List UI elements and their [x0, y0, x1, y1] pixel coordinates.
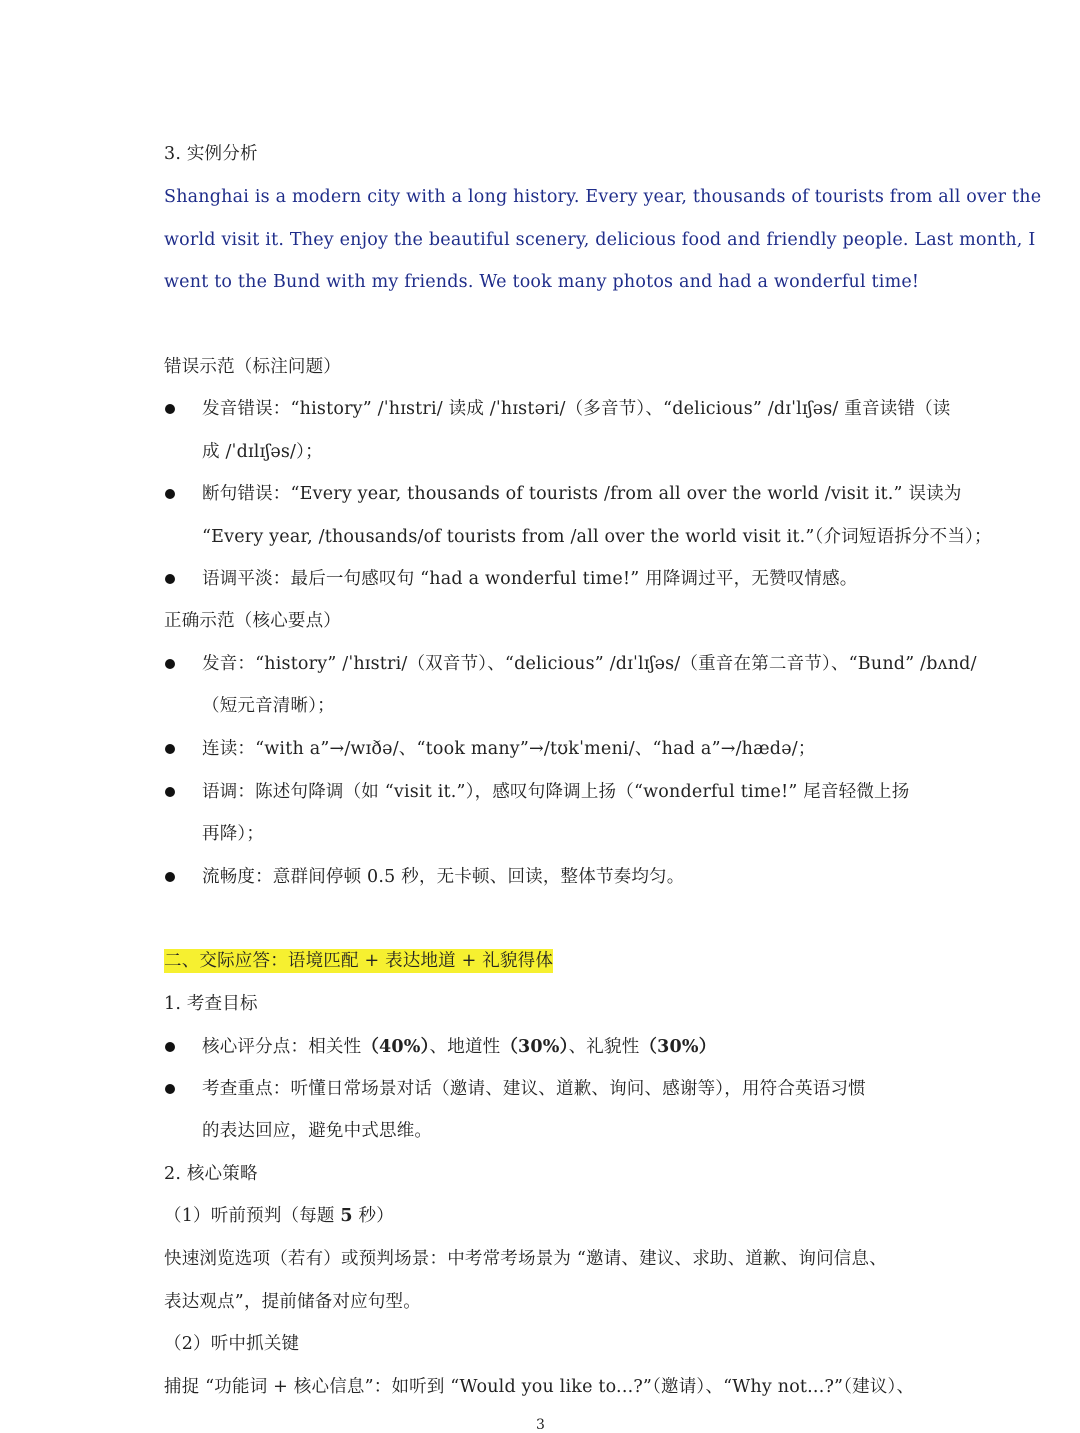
highlighted-heading: 二、交际应答：语境匹配 + 表达地道 + 礼貌得体 — [164, 951, 554, 971]
correct-item-linking: 连读：“with a”→/wɪðə/、“took many”→/tʊkˈmeni/、“had a”→/hædə/； — [202, 739, 816, 759]
bullet-icon — [165, 659, 175, 669]
section-heading-example-analysis: 3. 实例分析 — [164, 144, 258, 164]
goal-focus-cont: 的表达回应，避免中式思维。 — [202, 1121, 433, 1141]
bullet-icon — [165, 489, 175, 499]
bullet-icon — [165, 1084, 175, 1094]
bullet-icon — [165, 404, 175, 414]
page-number: 3 — [536, 1417, 545, 1433]
correct-item-intonation-cont: 再降）； — [202, 824, 265, 844]
error-demo-title: 错误示范（标注问题） — [164, 357, 341, 377]
bullet-icon — [165, 1042, 175, 1052]
strategy-step-2-title: （2）听中抓关键 — [164, 1334, 300, 1354]
bullet-icon — [165, 574, 175, 584]
correct-item-intonation: 语调：陈述句降调（如 “visit it.”），感叹句降调上扬（“wonderful time!” 尾音轻微上扬 — [202, 782, 910, 802]
subheading-exam-goals: 1. 考查目标 — [164, 994, 258, 1014]
strategy-step-1-title: （1）听前预判（每题 5 秒） — [164, 1206, 394, 1226]
part-two-heading — [164, 949, 553, 973]
passage-line-1: Shanghai is a modern city with a long history. Every year, thousands of tourists from all over the — [164, 187, 1042, 207]
goal-focus: 考查重点：听懂日常场景对话（邀请、建议、道歉、询问、感谢等），用符合英语习惯 — [202, 1079, 866, 1099]
bullet-icon — [165, 744, 175, 754]
error-item-pronunciation-cont: 成 /ˈdɪlɪʃəs/）； — [202, 442, 323, 462]
goal-scoring-points: 核心评分点：相关性（40%）、地道性（30%）、礼貌性（30%） — [202, 1037, 717, 1057]
strategy-step-2-text: 捕捉 “功能词 + 核心信息”：如听到 “Would you like to...?”（邀请）、“Why not...?”（建议）、 — [164, 1377, 915, 1397]
bullet-icon — [165, 787, 175, 797]
error-item-phrasing-cont: “Every year, /thousands/of tourists from /all over the world visit it.”（介词短语拆分不当）； — [202, 527, 992, 547]
error-item-intonation: 语调平淡：最后一句感叹句 “had a wonderful time!” 用降调过平，无赞叹情感。 — [202, 569, 858, 589]
error-item-phrasing: 断句错误：“Every year, thousands of tourists /from all over the world /visit it.” 误读为 — [202, 484, 962, 504]
passage-line-3: went to the Bund with my friends. We took many photos and had a wonderful time! — [164, 272, 920, 292]
error-item-pronunciation: 发音错误：“history” /ˈhɪstri/ 读成 /ˈhɪstəri/（多音节）、“delicious” /dɪˈlɪʃəs/ 重音读错（读 — [202, 399, 951, 419]
passage-line-2: world visit it. They enjoy the beautiful scenery, delicious food and friendly people. Last month, I — [164, 230, 1036, 250]
subheading-core-strategy: 2. 核心策略 — [164, 1164, 258, 1184]
correct-demo-title: 正确示范（核心要点） — [164, 611, 341, 631]
strategy-step-1-text-cont: 表达观点”，提前储备对应句型。 — [164, 1292, 421, 1312]
strategy-step-1-text: 快速浏览选项（若有）或预判场景：中考常考场景为 “邀请、建议、求助、道歉、询问信息、 — [164, 1249, 887, 1269]
correct-item-pronunciation-cont: （短元音清晰）； — [202, 696, 335, 716]
bullet-icon — [165, 872, 175, 882]
correct-item-pronunciation: 发音：“history” /ˈhɪstri/（双音节）、“delicious” /dɪˈlɪʃəs/（重音在第二音节）、“Bund” /bʌnd/ — [202, 654, 977, 674]
correct-item-fluency: 流畅度：意群间停顿 0.5 秒，无卡顿、回读，整体节奏均匀。 — [202, 867, 685, 887]
